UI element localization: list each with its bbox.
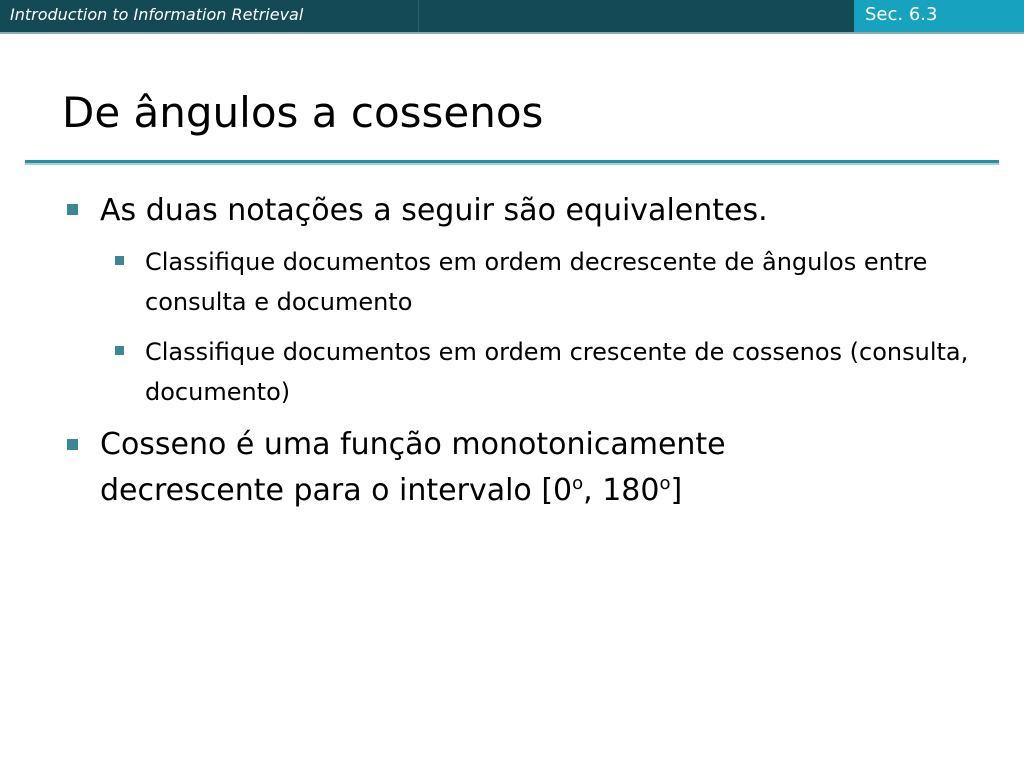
header-bar-shadow: [0, 32, 1024, 34]
course-title: Introduction to Information Retrieval: [10, 5, 304, 24]
sub-bullet-item-2: Classifique documentos em ordem crescente de cossenos (consulta, documento): [145, 338, 969, 406]
bullet-item-2-line1: Cosseno é uma função monotonicamente: [100, 427, 726, 462]
header-divider: [418, 0, 419, 32]
section-label: Sec. 6.3: [865, 4, 938, 25]
bullet-item-1: As duas notações a seguir são equivalentes.: [100, 193, 768, 228]
degree-sup-2: o: [659, 473, 671, 494]
title-rule-shadow: [25, 163, 999, 165]
sub-bullet-marker-2: [115, 346, 124, 355]
bullet-item-2-line2: [100, 472, 1000, 510]
interval-suffix: ]: [670, 473, 683, 508]
bullet-item-2: [100, 426, 1000, 510]
bullet-marker-2: [67, 439, 78, 450]
sub-bullet-item-1: Classifique documentos em ordem decrescente de ângulos entre consulta e documento: [145, 248, 928, 316]
degree-sup-1: o: [572, 473, 584, 494]
bullet-marker-1: [67, 204, 78, 215]
sub-bullet-marker-1: [115, 256, 124, 265]
slide-title: De ângulos a cossenos: [62, 88, 544, 137]
interval-prefix: decrescente para o intervalo [0: [100, 473, 573, 508]
interval-mid: , 180: [583, 473, 660, 508]
